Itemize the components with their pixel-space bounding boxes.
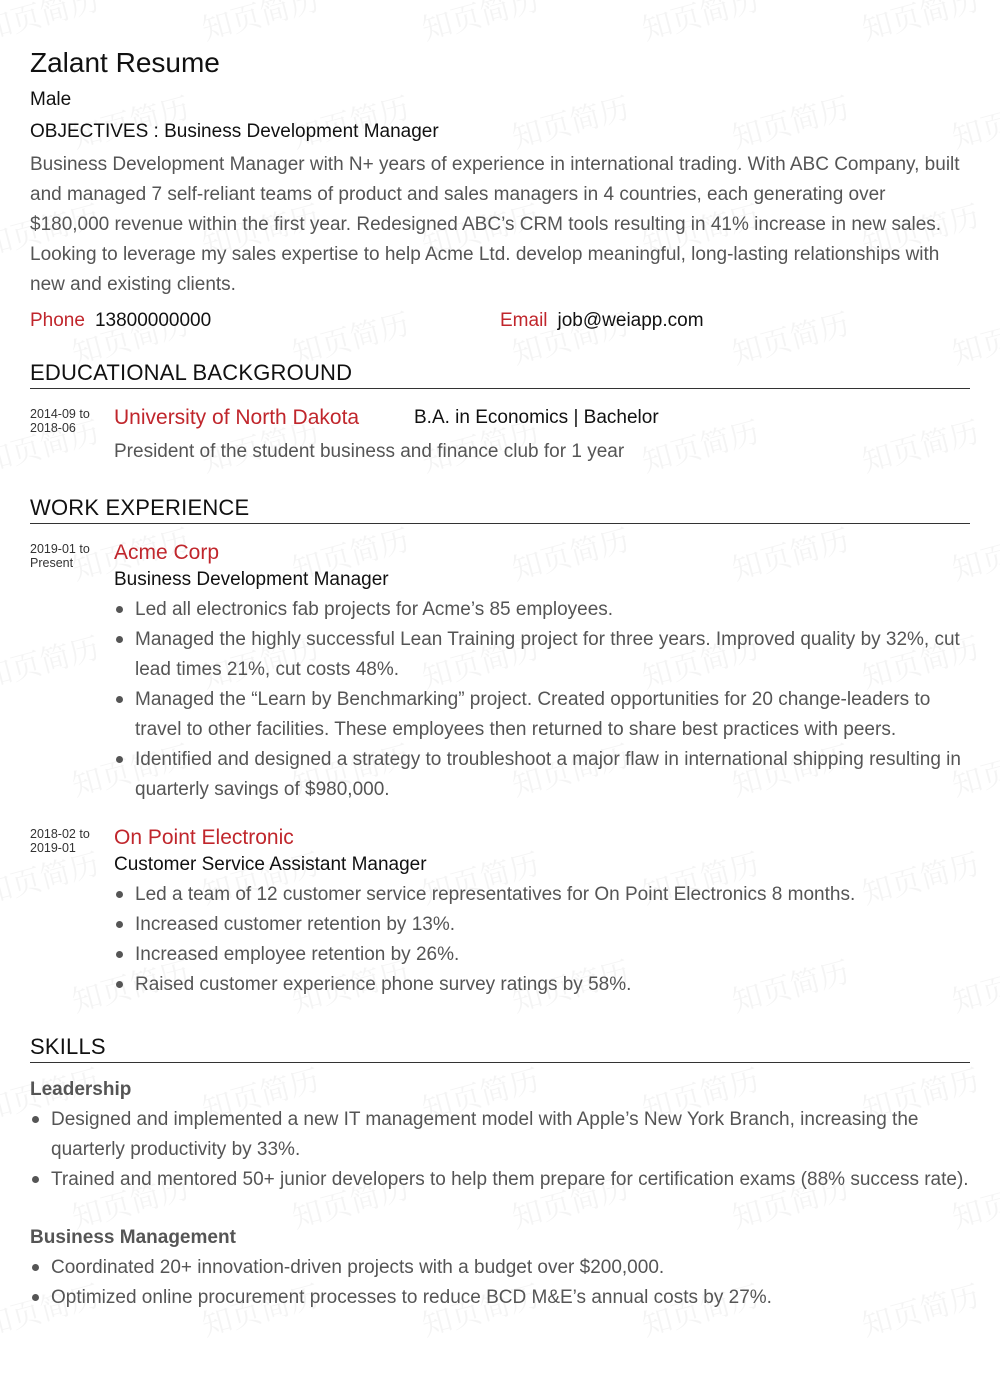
company-name: Acme Corp — [114, 541, 220, 564]
work-date-start: 2018-02 to — [30, 827, 90, 841]
list-item — [114, 910, 970, 940]
watermark-text — [66, 1379, 193, 1385]
bullet-icon — [116, 921, 123, 928]
bullet-text: Coordinated 20+ innovation-driven projects with a budget over $200,000. — [51, 1257, 665, 1278]
watermark-text — [946, 1379, 1000, 1385]
bullet-icon — [116, 696, 123, 703]
candidate-name: Zalant Resume — [30, 47, 220, 78]
watermark-text — [286, 1379, 413, 1385]
work-bullets — [114, 880, 970, 1000]
bullet-icon — [116, 981, 123, 988]
education-section-title: EDUCATIONAL BACKGROUND — [30, 358, 970, 389]
work-head — [114, 538, 970, 568]
email-value: job@weiapp.com — [557, 310, 704, 331]
degree: B.A. in Economics | Bachelor — [414, 407, 659, 428]
education-entry — [30, 403, 970, 467]
work-date-end: 2019-01 — [30, 841, 76, 855]
education-date-start: 2014-09 to — [30, 407, 90, 421]
bullet-text: Managed the “Learn by Benchmarking” project. Created opportunities for 20 change-leaders to travel to other facilities. These employees then returned to share best practices with peers. — [135, 689, 931, 740]
list-item — [30, 1105, 970, 1165]
work-section-title: WORK EXPERIENCE — [30, 493, 970, 524]
bullet-icon — [32, 1176, 39, 1183]
bullet-icon — [32, 1116, 39, 1123]
watermark-text — [196, 0, 323, 49]
skill-group — [30, 1075, 970, 1195]
phone-contact — [30, 306, 500, 336]
watermark-text — [726, 1379, 853, 1385]
bullet-icon — [32, 1264, 39, 1271]
work-entry — [30, 538, 970, 805]
bullet-text: Increased employee retention by 26%. — [135, 944, 460, 965]
job-title: Business Development Manager — [114, 569, 389, 590]
skills-section-title: SKILLS — [30, 1032, 970, 1063]
work-date — [30, 542, 110, 570]
work-entry — [30, 823, 970, 1000]
bullet-text: Led all electronics fab projects for Acme’s 85 employees. — [135, 599, 614, 620]
bullet-text: Raised customer experience phone survey ratings by 58%. — [135, 974, 632, 995]
skill-bullets — [30, 1105, 970, 1195]
work-date — [30, 827, 110, 855]
watermark-text — [636, 0, 763, 49]
objective-line — [30, 116, 970, 148]
profile-summary: Business Development Manager with N+ years of experience in international trading. With ABC Company, built and managed 7 self-reliant teams of product and sales managers in 4 countries, each generating over $180,000 revenue within the first year. Redesigned ABC’s CRM tools resulting in 41% increase in new sales. Looking to leverage my sales expertise to help Acme Ltd. develop meaningful, long-lasting relationships with new and existing clients. — [30, 154, 960, 295]
bullet-text: Designed and implemented a new IT management model with Apple’s New York Branch, increasing the quarterly productivity by 33%. — [51, 1109, 919, 1160]
watermark-text — [856, 0, 983, 49]
bullet-icon — [116, 606, 123, 613]
education-date — [30, 407, 110, 435]
education-head — [114, 403, 970, 433]
work-date-end: Present — [30, 556, 74, 570]
email-contact — [500, 306, 970, 336]
list-item — [114, 880, 970, 910]
skill-bullets — [30, 1253, 970, 1313]
phone-value: 13800000000 — [94, 310, 212, 331]
bullet-icon — [32, 1294, 39, 1301]
resume-page — [30, 44, 970, 1313]
work-bullets — [114, 595, 970, 805]
list-item — [114, 745, 970, 805]
skill-group-title: Leadership — [30, 1079, 132, 1100]
work-date-start: 2019-01 to — [30, 542, 90, 556]
skill-group-title: Business Management — [30, 1227, 236, 1248]
list-item — [30, 1253, 970, 1283]
bullet-icon — [116, 636, 123, 643]
company-name: On Point Electronic — [114, 826, 294, 849]
list-item — [114, 595, 970, 625]
work-head — [114, 823, 970, 853]
objective-label: OBJECTIVES : — [30, 121, 165, 142]
watermark-text — [416, 0, 543, 49]
phone-label: Phone — [30, 310, 85, 331]
education-date-end: 2018-06 — [30, 421, 76, 435]
bullet-icon — [116, 951, 123, 958]
bullet-text: Optimized online procurement processes to reduce BCD M&E’s annual costs by 27%. — [51, 1287, 772, 1308]
school-name: University of North Dakota — [114, 406, 360, 429]
candidate-gender: Male — [30, 89, 72, 110]
list-item — [114, 940, 970, 970]
objective-value: Business Development Manager — [164, 121, 439, 142]
list-item — [114, 625, 970, 685]
bullet-icon — [116, 756, 123, 763]
list-item — [30, 1283, 970, 1313]
watermark-text — [0, 0, 104, 49]
list-item — [30, 1165, 970, 1195]
bullet-text: Led a team of 12 customer service representatives for On Point Electronics 8 months. — [135, 884, 856, 905]
bullet-text: Identified and designed a strategy to troubleshoot a major flaw in international shipping resulting in quarterly savings of $980,000. — [135, 749, 961, 800]
bullet-text: Increased customer retention by 13%. — [135, 914, 456, 935]
skill-group — [30, 1223, 970, 1313]
contact-row — [30, 306, 970, 336]
list-item — [114, 970, 970, 1000]
watermark-text — [506, 1379, 633, 1385]
bullet-text: Trained and mentored 50+ junior developers to help them prepare for certification exams (88% success rate). — [51, 1169, 969, 1190]
list-item — [114, 685, 970, 745]
email-label: Email — [500, 310, 548, 331]
bullet-text: Managed the highly successful Lean Training project for three years. Improved quality by 32%, cut lead times 21%, cut costs 48%. — [135, 629, 960, 680]
bullet-icon — [116, 891, 123, 898]
job-title: Customer Service Assistant Manager — [114, 854, 427, 875]
education-description: President of the student business and finance club for 1 year — [114, 441, 625, 462]
